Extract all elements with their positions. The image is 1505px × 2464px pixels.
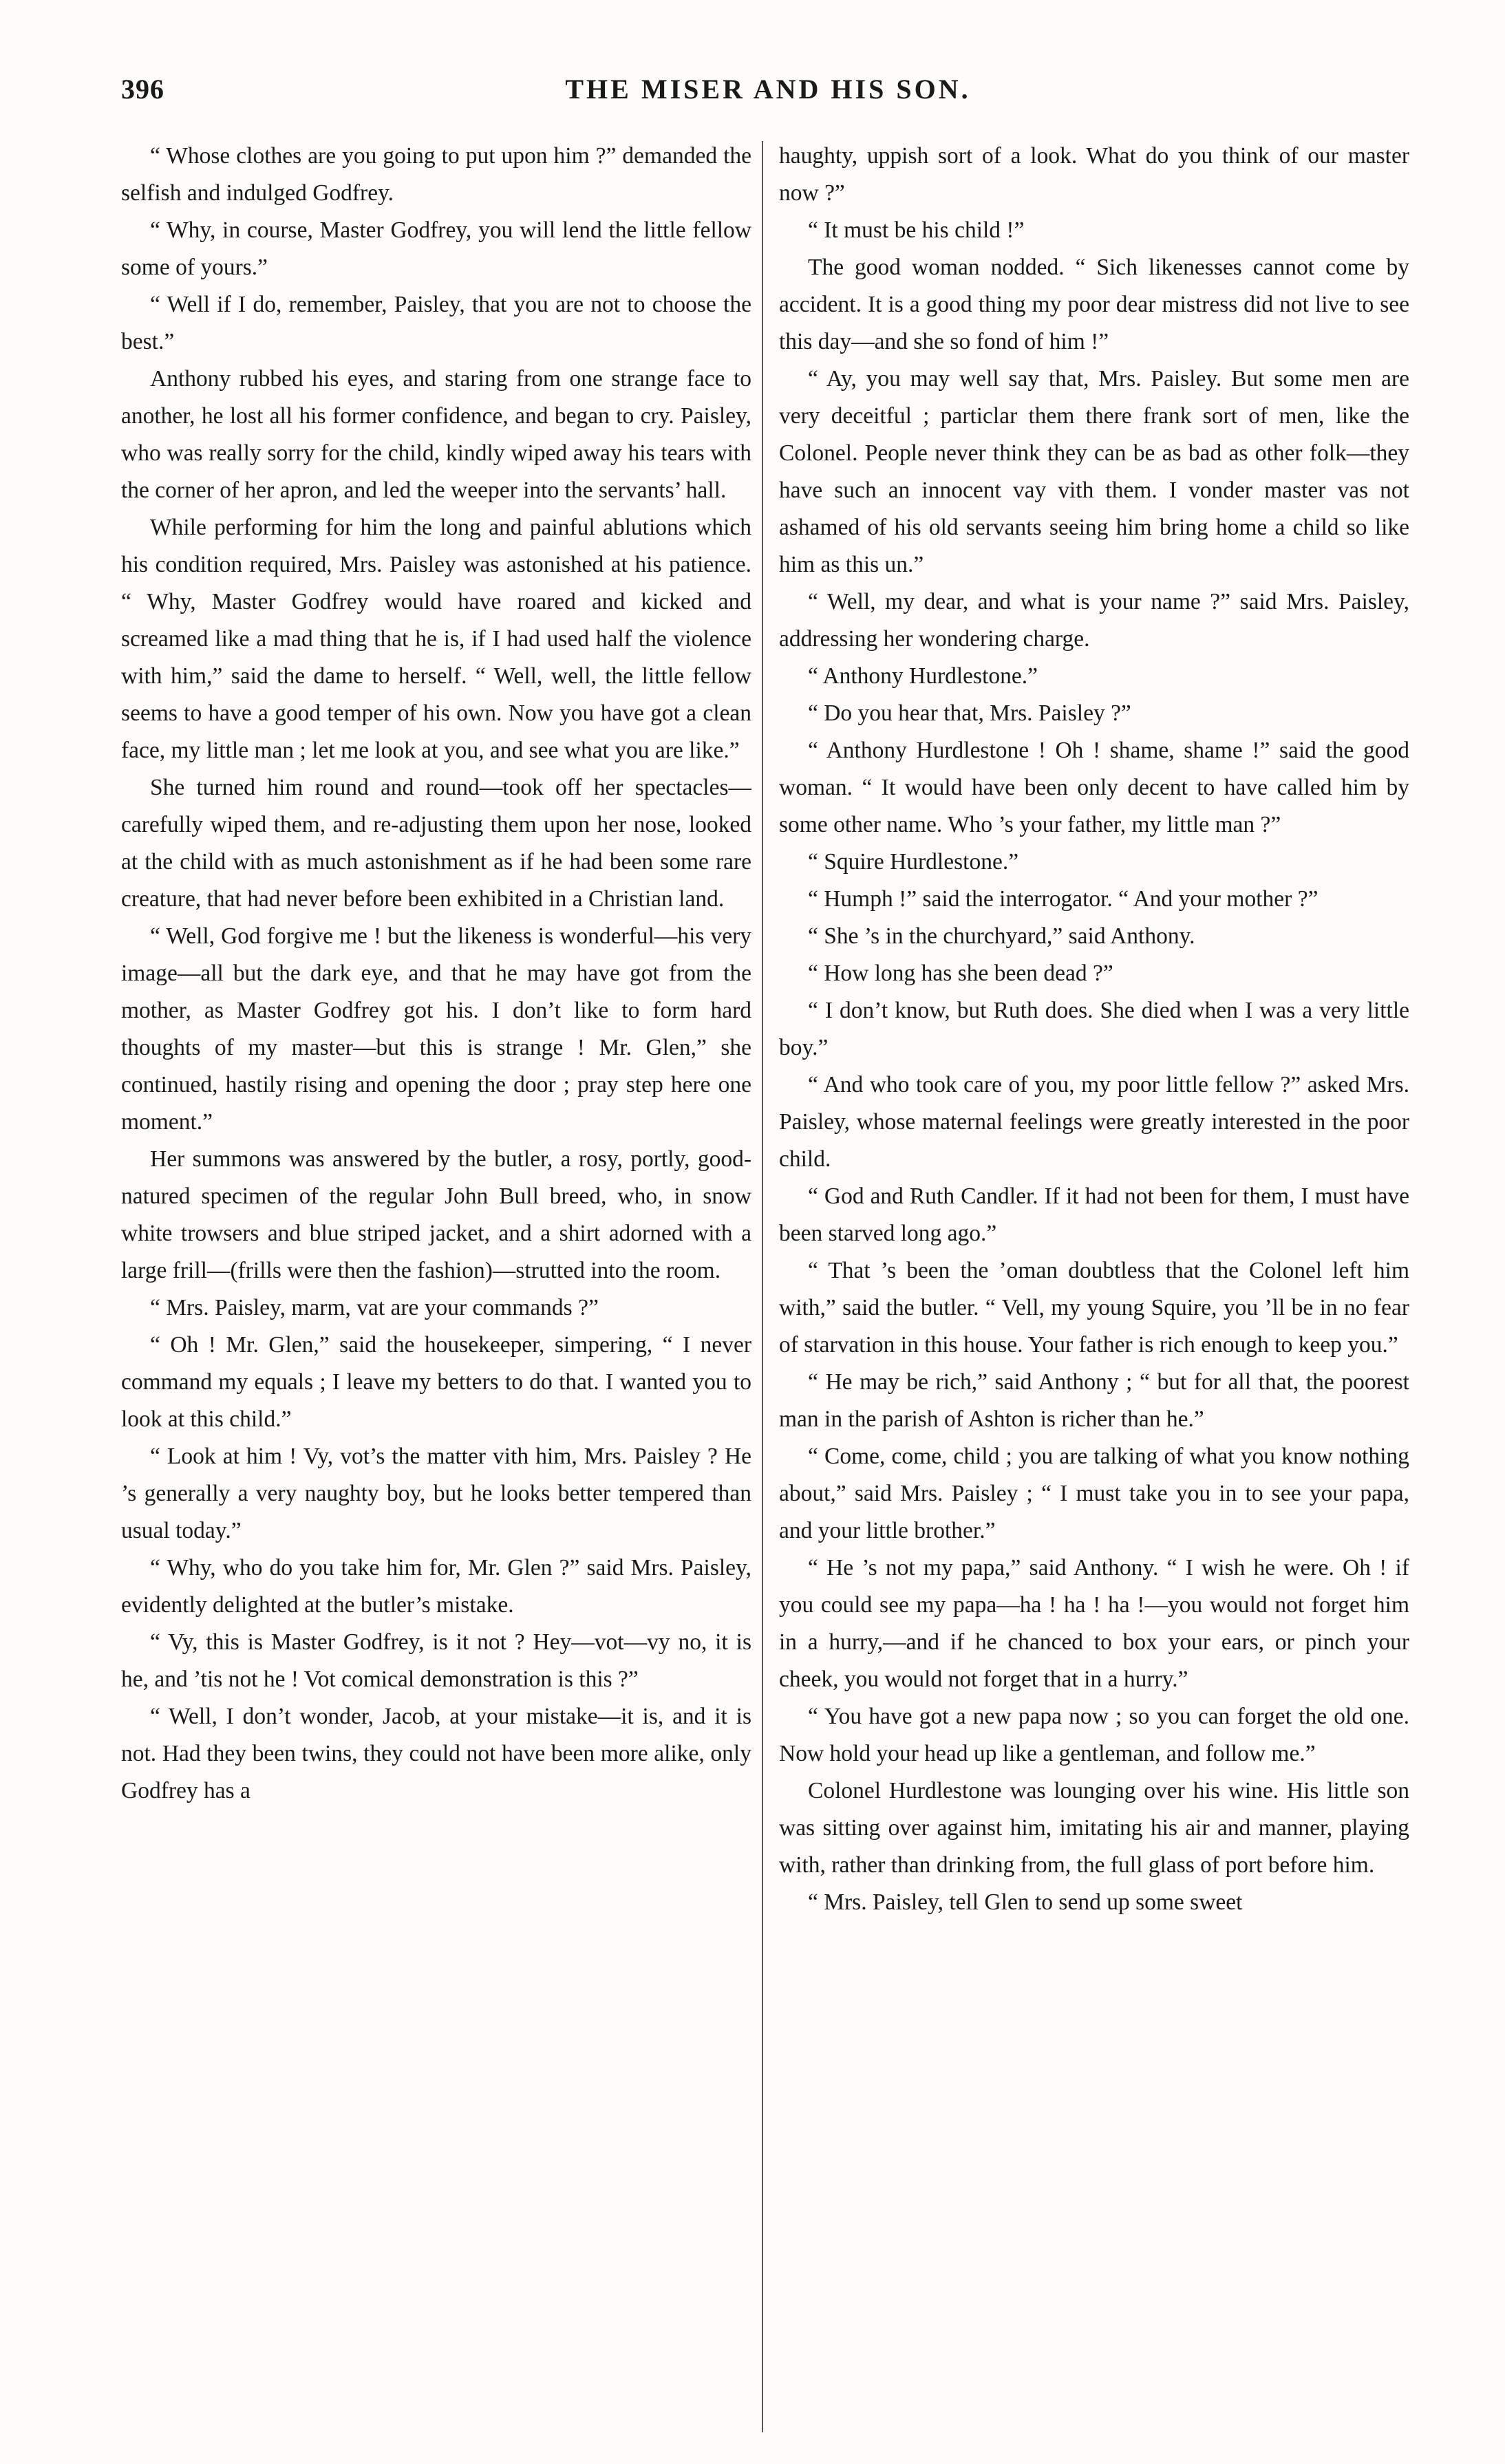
- running-title: THE MISER AND HIS SON.: [565, 74, 971, 105]
- paragraph: “ Whose clothes are you going to put upon him ?” demanded the selfish and indulged Godfrey.: [121, 143, 751, 206]
- paragraph: “ Anthony Hurdlestone.”: [808, 663, 1038, 689]
- paragraph: “ And who took care of you, my poor little fellow ?” asked Mrs. Paisley, whose maternal feelings were greatly interested in the poor child.: [779, 1072, 1409, 1172]
- paragraph: “ God and Ruth Candler. If it had not been for them, I must have been starved long ago.”: [779, 1183, 1409, 1246]
- paragraph: The good woman nodded. “ Sich likenesses cannot come by accident. It is a good thing my poor dear mistress did not live to see this day—and she so fond of him !”: [779, 255, 1409, 354]
- paragraph: “ I don’t know, but Ruth does. She died when I was a very little boy.”: [779, 998, 1409, 1060]
- paragraph-continued: haughty, uppish sort of a look. What do you think of our master now ?”: [779, 143, 1409, 206]
- paragraph: “ Humph !” said the interrogator. “ And your mother ?”: [808, 886, 1319, 912]
- paragraph: “ Do you hear that, Mrs. Paisley ?”: [808, 700, 1131, 726]
- paragraph: “ You have got a new papa now ; so you can forget the old one. Now hold your head up like a gentleman, and follow me.”: [779, 1704, 1409, 1766]
- paragraph: “ Why, in course, Master Godfrey, you will lend the little fellow some of yours.”: [121, 217, 751, 280]
- left-column: [121, 138, 751, 2436]
- paragraph: She turned him round and round—took off her spectacles—carefully wiped them, and re-adjusting them upon her nose, looked at the child with as much astonishment as if he had been some rare creature, that had never before been exhibited in a Christian land.: [121, 775, 751, 912]
- paragraph: “ Oh ! Mr. Glen,” said the housekeeper, simpering, “ I never command my equals ; I leave my betters to do that. I wanted you to look at this child.”: [121, 1332, 751, 1432]
- paragraph: “ Why, who do you take him for, Mr. Glen ?” said Mrs. Paisley, evidently delighted at the butler’s mistake.: [121, 1555, 751, 1618]
- paragraph: “ Mrs. Paisley, tell Glen to send up some sweet: [808, 1889, 1243, 1915]
- paragraph: Colonel Hurdlestone was lounging over his wine. His little son was sitting over against him, imitating his air and manner, playing with, rather than drinking from, the full glass of port before him.: [779, 1778, 1409, 1878]
- paragraph: “ Well, my dear, and what is your name ?” said Mrs. Paisley, addressing her wondering charge.: [779, 589, 1409, 652]
- paragraph: “ That ’s been the ’oman doubtless that the Colonel left him with,” said the butler. “ Vell, my young Squire, you ’ll be in no fear of starvation in this house. Your father is rich enough to keep you.”: [779, 1258, 1409, 1358]
- paragraph: “ Well, God forgive me ! but the likeness is wonderful—his very image—all but the dark eye, and that he may have got from the mother, as Master Godfrey got his. I don’t like to form hard thoughts of my master—but this is strange ! Mr. Glen,” she continued, hastily rising and opening the door ; pray step here one moment.”: [121, 923, 751, 1135]
- paragraph: “ Squire Hurdlestone.”: [808, 849, 1019, 875]
- paragraph: While performing for him the long and painful ablutions which his condition required, Mrs. Paisley was astonished at his patience. “ Why, Master Godfrey would have roared and kicked and screamed like a mad thing that he is, if I had used half the violence with him,” said the dame to herself. “ Well, well, the little fellow seems to have a good temper of his own. Now you have got a clean face, my little man ; let me look at you, and see what you are like.”: [121, 515, 751, 763]
- page-number: 396: [121, 74, 164, 105]
- paragraph: “ Vy, this is Master Godfrey, is it not ? Hey—vot—vy no, it is he, and ’tis not he ! Vot comical demonstration is this ?”: [121, 1629, 751, 1692]
- paragraph: “ Well if I do, remember, Paisley, that you are not to choose the best.”: [121, 292, 751, 354]
- paragraph: “ He ’s not my papa,” said Anthony. “ I wish he were. Oh ! if you could see my papa—ha ! ha ! ha !—you would not forget him in a hurry,—and if he chanced to box your ears, or pinch your cheek, you would not forget that in a hurry.”: [779, 1555, 1409, 1692]
- column-divider: [762, 141, 763, 2432]
- paragraph: “ Look at him ! Vy, vot’s the matter vith him, Mrs. Paisley ? He ’s generally a very naughty boy, but he looks better tempered than usual today.”: [121, 1444, 751, 1543]
- paragraph: “ Come, come, child ; you are talking of what you know nothing about,” said Mrs. Paisley ; “ I must take you in to see your papa, and your little brother.”: [779, 1444, 1409, 1543]
- paragraph: “ Ay, you may well say that, Mrs. Paisley. But some men are very deceitful ; particlar them there frank sort of men, like the Colonel. People never think they can be as bad as other folk—they have such an innocent vay vith them. I vonder master vas not ashamed of his old servants seeing him bring home a child so like him as this un.”: [779, 366, 1409, 577]
- paragraph: “ It must be his child !”: [808, 217, 1025, 243]
- paragraph: Anthony rubbed his eyes, and staring from one strange face to another, he lost all his former confidence, and began to cry. Paisley, who was really sorry for the child, kindly wiped away his tears with the corner of her apron, and led the weeper into the servants’ hall.: [121, 366, 751, 503]
- paragraph: “ Anthony Hurdlestone ! Oh ! shame, shame !” said the good woman. “ It would have been only decent to have called him by some other name. Who ’s your father, my little man ?”: [779, 738, 1409, 837]
- paragraph: “ Well, I don’t wonder, Jacob, at your mistake—it is, and it is not. Had they been twins, they could not have been more alike, only Godfrey has a: [121, 1704, 751, 1803]
- right-column: [779, 138, 1409, 2436]
- paragraph: Her summons was answered by the butler, a rosy, portly, good-natured specimen of the regular John Bull breed, who, in snow white trowsers and blue striped jacket, and a shirt adorned with a large frill—(frills were then the fashion)—strutted into the room.: [121, 1146, 751, 1283]
- paragraph: “ She ’s in the churchyard,” said Anthony.: [808, 923, 1195, 949]
- page-header: [121, 73, 1415, 114]
- paragraph: “ Mrs. Paisley, marm, vat are your commands ?”: [150, 1295, 599, 1320]
- paragraph: “ How long has she been dead ?”: [808, 961, 1113, 986]
- paragraph: “ He may be rich,” said Anthony ; “ but for all that, the poorest man in the parish of Ashton is richer than he.”: [779, 1369, 1409, 1432]
